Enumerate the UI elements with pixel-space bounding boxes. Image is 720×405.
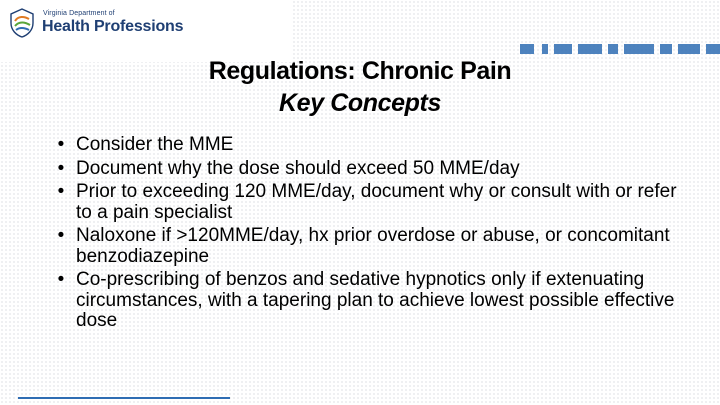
list-item <box>54 226 694 267</box>
slide-subtitle: Key Concepts <box>279 89 441 117</box>
bullet-text: Consider the MME <box>76 134 234 155</box>
bullet-text: Co-prescribing of benzos and sedative hypnotics only if extenuating circumstances, with a tapering plan to achieve lowest possible effective dose <box>76 269 675 331</box>
logo-org-main: Health Professions <box>42 18 184 35</box>
bullet-glyph: • <box>57 181 65 202</box>
decorative-strip <box>520 44 720 54</box>
list-item <box>54 270 694 332</box>
virginia-dhp-logo-icon <box>9 8 35 38</box>
bullet-glyph: • <box>57 225 65 246</box>
slide-title: Regulations: Chronic Pain <box>208 57 512 85</box>
logo-org-small: Virginia Department of <box>43 10 115 17</box>
list-item <box>54 159 694 180</box>
bullet-list <box>54 135 694 335</box>
bullet-text: Prior to exceeding 120 MME/day, document why or consult with or refer to a pain specialist <box>76 181 677 223</box>
logo <box>0 0 292 62</box>
bullet-glyph: • <box>57 157 65 179</box>
bullet-glyph: • <box>57 269 65 290</box>
list-item <box>54 182 694 223</box>
bullet-glyph: • <box>57 134 65 155</box>
list-item <box>54 135 694 156</box>
bullet-text: Document why the dose should exceed 50 MME/day <box>76 157 520 179</box>
bullet-text: Naloxone if >120MME/day, hx prior overdose or abuse, or concomitant benzodiazepine <box>76 225 670 267</box>
bottom-rule <box>18 397 230 399</box>
